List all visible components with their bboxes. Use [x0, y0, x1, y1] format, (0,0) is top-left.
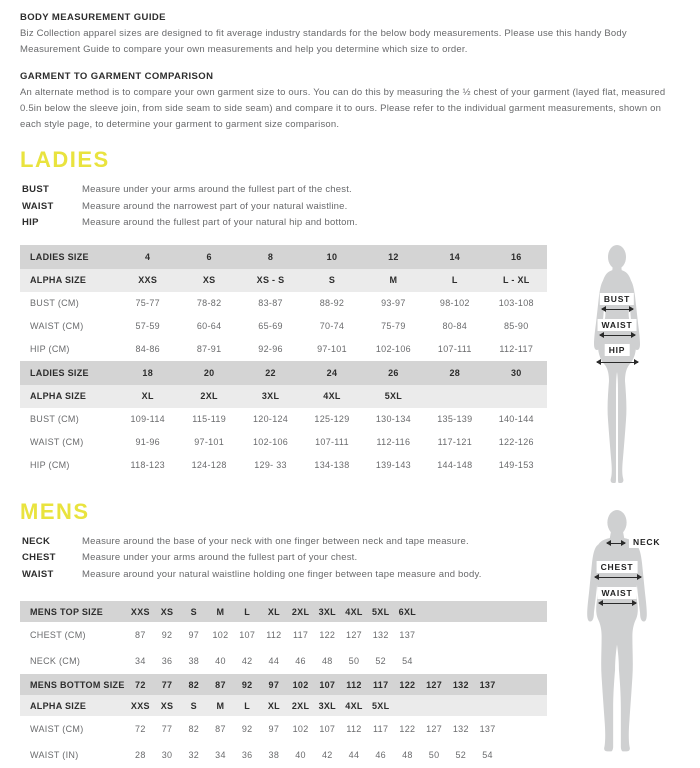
table-cell: 140-144	[486, 408, 547, 431]
table-row	[20, 408, 547, 431]
table-cell: M	[363, 269, 424, 292]
ladies-size-table-2	[20, 361, 547, 477]
mens-figure	[555, 510, 680, 762]
table-cell: 107-111	[301, 431, 362, 454]
table-cell: 4	[117, 245, 178, 269]
table-cell: 83-87	[240, 292, 301, 315]
table-cell: 40	[287, 742, 314, 768]
table-cell: 34	[127, 648, 154, 674]
table-cell: 2XL	[287, 695, 314, 716]
table-cell: 44	[261, 648, 288, 674]
table-row	[20, 674, 547, 695]
table-cell: 135-139	[424, 408, 485, 431]
hip-measure-arrow-icon	[597, 362, 638, 363]
table-cell: MENS BOTTOM SIZE	[20, 674, 127, 695]
waist-measure-arrow-icon	[599, 603, 636, 604]
table-cell: 149-153	[486, 454, 547, 477]
table-cell: ALPHA SIZE	[20, 269, 117, 292]
definition-term: WAIST	[22, 567, 82, 584]
definition-row	[22, 199, 680, 216]
table-cell	[501, 622, 547, 648]
table-cell: 125-129	[301, 408, 362, 431]
table-cell: 107	[234, 622, 261, 648]
hip-figure-label: HIP	[605, 344, 630, 356]
table-cell: 137	[394, 622, 421, 648]
table-cell: 117	[367, 674, 394, 695]
table-cell: 72	[127, 716, 154, 742]
table-cell	[474, 648, 501, 674]
table-row	[20, 431, 547, 454]
table-cell	[394, 695, 421, 716]
table-cell: 97-101	[178, 431, 239, 454]
table-cell: XL	[117, 385, 178, 408]
table-cell: M	[207, 695, 234, 716]
table-cell: XS	[154, 695, 181, 716]
table-cell: WAIST (IN)	[20, 742, 127, 768]
intro-section	[20, 12, 680, 133]
table-cell: 103-108	[486, 292, 547, 315]
table-cell: XXS	[117, 269, 178, 292]
table-cell: 72	[127, 674, 154, 695]
table-cell	[447, 622, 474, 648]
table-cell: 36	[234, 742, 261, 768]
table-cell	[501, 716, 547, 742]
table-row	[20, 269, 547, 292]
table-cell: 77	[154, 674, 181, 695]
table-cell: 117	[287, 622, 314, 648]
table-cell: XL	[261, 695, 288, 716]
definition-row	[22, 215, 680, 232]
table-cell: 52	[447, 742, 474, 768]
definition-row	[22, 534, 547, 551]
mens-heading: MENS	[20, 499, 680, 525]
table-cell: 107-111	[424, 338, 485, 361]
table-cell: 98-102	[424, 292, 485, 315]
table-cell: S	[180, 601, 207, 622]
ladies-figure	[555, 245, 680, 485]
ladies-silhouette-image	[572, 245, 662, 485]
table-cell: 38	[180, 648, 207, 674]
definition-text: Measure around your natural waistline holding one finger between tape measure and body.	[82, 567, 482, 584]
ladies-definitions	[22, 182, 680, 232]
bust-measure-arrow-icon	[602, 309, 633, 310]
table-cell: 117-121	[424, 431, 485, 454]
table-cell: 107	[314, 716, 341, 742]
table-cell: 137	[474, 716, 501, 742]
table-cell: 46	[287, 648, 314, 674]
table-cell	[421, 695, 448, 716]
table-cell: 115-119	[178, 408, 239, 431]
table-cell: 48	[314, 648, 341, 674]
table-cell: 48	[394, 742, 421, 768]
ladies-size-table-1	[20, 245, 547, 361]
table-row	[20, 601, 547, 622]
garment-comparison-text: An alternate method is to compare your own garment size to ours. You can do this by measuring the ½ chest of your garment (layed flat, measured 0.5in below the sleeve join, from side seam to side seam) and compare it to ours. Please refer to the individual garment measurements, shown on each style page, to determine your garment to garment size comparison.	[20, 85, 668, 133]
table-cell: 92	[234, 674, 261, 695]
table-cell: HIP (CM)	[20, 454, 117, 477]
waist-figure-label: WAIST	[598, 587, 637, 599]
table-cell: 97	[180, 622, 207, 648]
table-cell: 120-124	[240, 408, 301, 431]
table-cell: 144-148	[424, 454, 485, 477]
table-cell: 102	[287, 716, 314, 742]
table-cell: 40	[207, 648, 234, 674]
table-cell: 88-92	[301, 292, 362, 315]
table-cell: 3XL	[314, 695, 341, 716]
table-cell: 6XL	[394, 601, 421, 622]
table-cell: 130-134	[363, 408, 424, 431]
table-cell: 92-96	[240, 338, 301, 361]
table-row	[20, 245, 547, 269]
table-cell: ALPHA SIZE	[20, 695, 127, 716]
table-row	[20, 716, 547, 742]
mens-definitions	[22, 534, 547, 584]
table-cell: 124-128	[178, 454, 239, 477]
table-cell: 127	[421, 674, 448, 695]
table-row	[20, 648, 547, 674]
table-cell: XXS	[127, 695, 154, 716]
table-cell: S	[301, 269, 362, 292]
waist-figure-label: WAIST	[598, 319, 637, 331]
table-cell: L	[234, 601, 261, 622]
table-cell: 75-77	[117, 292, 178, 315]
table-cell: 50	[421, 742, 448, 768]
table-cell: 97	[261, 716, 288, 742]
table-cell: BUST (CM)	[20, 408, 117, 431]
table-cell: 6	[178, 245, 239, 269]
table-cell: 82	[180, 674, 207, 695]
waist-measure-arrow-icon	[600, 335, 635, 336]
table-cell: 91-96	[117, 431, 178, 454]
table-cell	[447, 695, 474, 716]
table-row	[20, 454, 547, 477]
table-cell: 4XL	[341, 601, 368, 622]
table-cell: 3XL	[314, 601, 341, 622]
table-cell: 122	[314, 622, 341, 648]
table-cell: 132	[447, 674, 474, 695]
mens-size-tables	[20, 601, 547, 768]
table-cell: 85-90	[486, 315, 547, 338]
table-cell: 137	[474, 674, 501, 695]
table-cell: 87-91	[178, 338, 239, 361]
table-cell: 54	[474, 742, 501, 768]
table-cell	[474, 601, 501, 622]
neck-measure-arrow-icon	[607, 543, 625, 544]
mens-top-size-table	[20, 601, 547, 674]
table-cell: 65-69	[240, 315, 301, 338]
table-cell: XXS	[127, 601, 154, 622]
table-cell: 129- 33	[240, 454, 301, 477]
table-cell: 5XL	[367, 601, 394, 622]
table-cell: 57-59	[117, 315, 178, 338]
table-cell: 92	[234, 716, 261, 742]
table-row	[20, 742, 547, 768]
table-cell: XS	[178, 269, 239, 292]
table-cell: 97-101	[301, 338, 362, 361]
table-cell: XL	[261, 601, 288, 622]
definition-text: Measure under your arms around the fullest part of the chest.	[82, 182, 352, 199]
table-cell: 122-126	[486, 431, 547, 454]
table-cell: XS - S	[240, 269, 301, 292]
definition-term: WAIST	[22, 199, 82, 216]
table-cell	[501, 648, 547, 674]
table-cell: M	[207, 601, 234, 622]
table-cell: 109-114	[117, 408, 178, 431]
table-cell	[486, 385, 547, 408]
ladies-section	[20, 147, 680, 485]
table-cell	[447, 601, 474, 622]
table-cell: WAIST (CM)	[20, 315, 117, 338]
table-cell: 36	[154, 648, 181, 674]
table-cell: 97	[261, 674, 288, 695]
table-cell: 102	[287, 674, 314, 695]
table-cell	[447, 648, 474, 674]
table-row	[20, 338, 547, 361]
table-cell: 122	[394, 716, 421, 742]
table-cell	[501, 695, 547, 716]
table-cell: 3XL	[240, 385, 301, 408]
table-cell: 132	[447, 716, 474, 742]
table-cell: XS	[154, 601, 181, 622]
bust-figure-label: BUST	[600, 293, 634, 305]
table-cell: 78-82	[178, 292, 239, 315]
table-cell: 5XL	[363, 385, 424, 408]
table-row	[20, 361, 547, 385]
table-cell: 84-86	[117, 338, 178, 361]
table-cell: L	[424, 269, 485, 292]
table-cell: 132	[367, 622, 394, 648]
ladies-heading: LADIES	[20, 147, 680, 173]
table-cell: 60-64	[178, 315, 239, 338]
table-cell: 42	[314, 742, 341, 768]
table-row	[20, 385, 547, 408]
mens-section	[20, 499, 680, 768]
table-row	[20, 292, 547, 315]
definition-term: BUST	[22, 182, 82, 199]
table-cell: 112	[341, 674, 368, 695]
definition-term: NECK	[22, 534, 82, 551]
table-cell: CHEST (CM)	[20, 622, 127, 648]
table-cell: 22	[240, 361, 301, 385]
table-cell: 2XL	[287, 601, 314, 622]
table-cell: 4XL	[301, 385, 362, 408]
garment-comparison-heading: GARMENT TO GARMENT COMPARISON	[20, 71, 680, 82]
table-cell: 30	[154, 742, 181, 768]
table-cell: L	[234, 695, 261, 716]
chest-figure-label: CHEST	[597, 561, 638, 573]
table-cell: 2XL	[178, 385, 239, 408]
table-row	[20, 315, 547, 338]
body-measurement-guide-text: Biz Collection apparel sizes are designed to fit average industry standards for the below body measurements. Please use this handy Body Measurement Guide to compare your own measurements and help you determine which size to order.	[20, 26, 668, 58]
table-cell: S	[180, 695, 207, 716]
table-cell: 8	[240, 245, 301, 269]
table-cell	[421, 648, 448, 674]
definition-term: CHEST	[22, 550, 82, 567]
definition-text: Measure around the base of your neck with one finger between neck and tape measure.	[82, 534, 469, 551]
table-cell: 77	[154, 716, 181, 742]
mens-bottom-size-table	[20, 674, 547, 768]
definition-text: Measure under your arms around the fullest part of your chest.	[82, 550, 357, 567]
table-cell: 32	[180, 742, 207, 768]
table-cell: 92	[154, 622, 181, 648]
table-cell: WAIST (CM)	[20, 716, 127, 742]
table-cell: L - XL	[486, 269, 547, 292]
table-row	[20, 622, 547, 648]
table-cell: BUST (CM)	[20, 292, 117, 315]
table-cell: 134-138	[301, 454, 362, 477]
table-cell: 93-97	[363, 292, 424, 315]
table-cell	[501, 674, 547, 695]
table-cell: 102-106	[363, 338, 424, 361]
table-cell: 44	[341, 742, 368, 768]
table-cell: 10	[301, 245, 362, 269]
definition-row	[22, 567, 547, 584]
table-cell: 127	[421, 716, 448, 742]
table-cell: 102	[207, 622, 234, 648]
table-cell: 14	[424, 245, 485, 269]
table-cell: 46	[367, 742, 394, 768]
table-cell: 75-79	[363, 315, 424, 338]
table-cell: 117	[367, 716, 394, 742]
table-cell: 28	[127, 742, 154, 768]
definition-row	[22, 182, 680, 199]
ladies-size-tables	[20, 245, 547, 477]
table-cell: WAIST (CM)	[20, 431, 117, 454]
table-cell: 34	[207, 742, 234, 768]
table-cell	[421, 601, 448, 622]
table-cell: 118-123	[117, 454, 178, 477]
neck-figure-label: NECK	[629, 536, 664, 548]
table-cell: 87	[127, 622, 154, 648]
table-cell: 28	[424, 361, 485, 385]
table-cell: 112-117	[486, 338, 547, 361]
table-cell: NECK (CM)	[20, 648, 127, 674]
table-cell: 38	[261, 742, 288, 768]
table-cell: HIP (CM)	[20, 338, 117, 361]
table-cell: 70-74	[301, 315, 362, 338]
table-cell: 26	[363, 361, 424, 385]
table-cell: 112	[341, 716, 368, 742]
definition-text: Measure around the narrowest part of your natural waistline.	[82, 199, 347, 216]
table-cell: ALPHA SIZE	[20, 385, 117, 408]
table-cell: 127	[341, 622, 368, 648]
table-cell	[424, 385, 485, 408]
table-cell: 122	[394, 674, 421, 695]
definition-text: Measure around the fullest part of your natural hip and bottom.	[82, 215, 358, 232]
table-cell: 4XL	[341, 695, 368, 716]
table-cell: 82	[180, 716, 207, 742]
table-cell: 112	[261, 622, 288, 648]
table-cell: 102-106	[240, 431, 301, 454]
table-cell: MENS TOP SIZE	[20, 601, 127, 622]
table-cell: 87	[207, 674, 234, 695]
table-cell: LADIES SIZE	[20, 245, 117, 269]
table-cell: 18	[117, 361, 178, 385]
table-cell: 12	[363, 245, 424, 269]
table-cell: 24	[301, 361, 362, 385]
table-row	[20, 695, 547, 716]
body-measurement-guide-heading: BODY MEASUREMENT GUIDE	[20, 12, 680, 23]
table-cell: LADIES SIZE	[20, 361, 117, 385]
table-cell	[474, 695, 501, 716]
table-cell: 42	[234, 648, 261, 674]
table-cell: 50	[341, 648, 368, 674]
chest-measure-arrow-icon	[595, 577, 641, 578]
table-cell	[501, 601, 547, 622]
table-cell: 5XL	[367, 695, 394, 716]
table-cell	[474, 622, 501, 648]
table-cell: 112-116	[363, 431, 424, 454]
table-cell: 16	[486, 245, 547, 269]
table-cell: 30	[486, 361, 547, 385]
table-cell	[501, 742, 547, 768]
table-cell	[421, 622, 448, 648]
table-cell: 139-143	[363, 454, 424, 477]
table-cell: 107	[314, 674, 341, 695]
table-cell: 54	[394, 648, 421, 674]
table-cell: 80-84	[424, 315, 485, 338]
table-cell: 20	[178, 361, 239, 385]
table-cell: 87	[207, 716, 234, 742]
definition-row	[22, 550, 547, 567]
table-cell: 52	[367, 648, 394, 674]
definition-term: HIP	[22, 215, 82, 232]
